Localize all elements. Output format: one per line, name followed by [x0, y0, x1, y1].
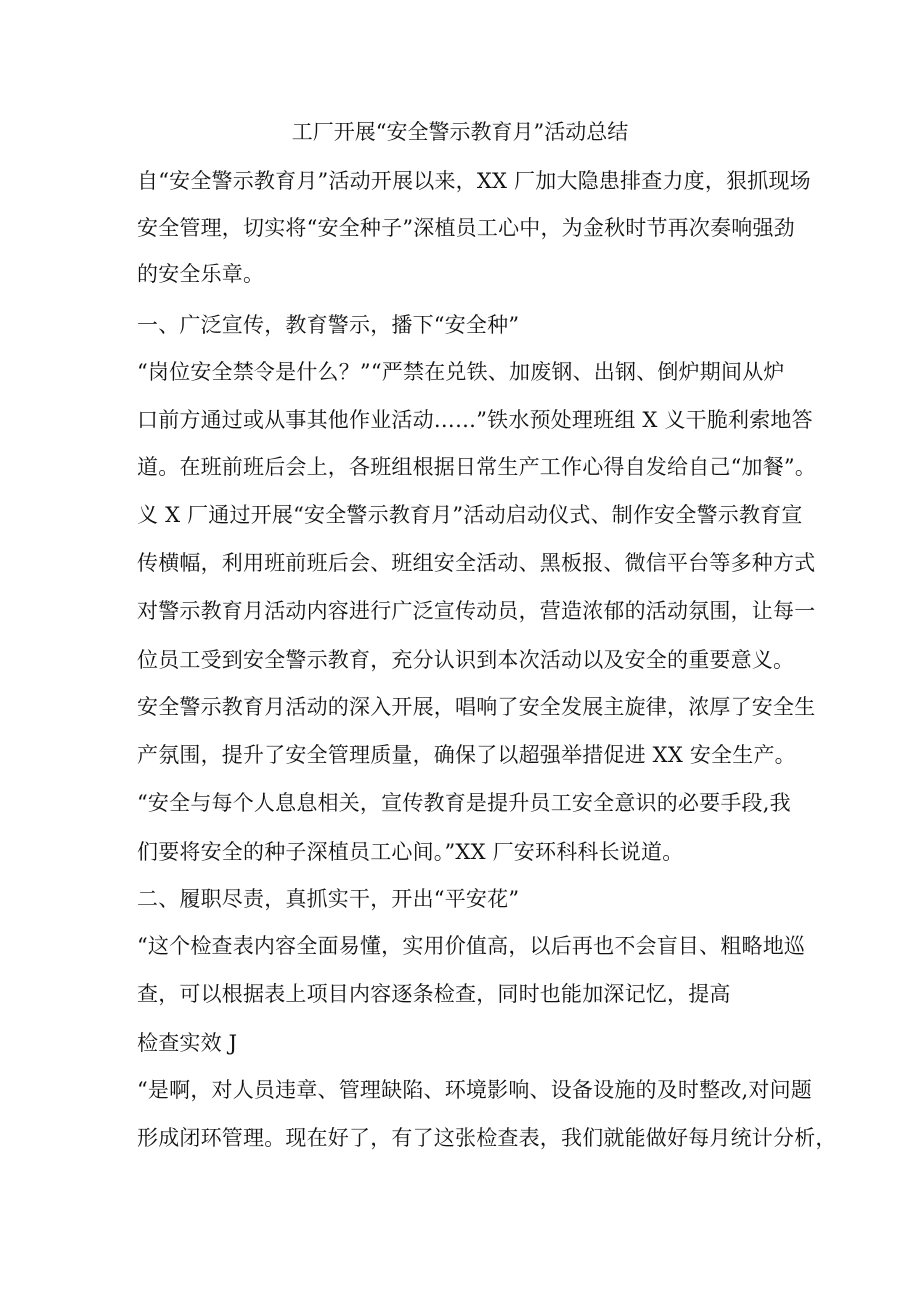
- body-line: 们要将安全的种子深植员工心间。”XX 厂安环科科长说道。: [137, 840, 684, 864]
- body-line: 自“安全警示教育月”活动开展以来，XX 厂加大隐患排查力度，狠抓现场: [137, 169, 811, 193]
- body-line: 义 X 厂通过开展“安全警示教育月”活动启动仪式、制作安全警示教育宣: [137, 503, 803, 527]
- body-line: “这个检查表内容全面易懂，实用价值高，以后再也不会盲目、粗略地巡: [137, 934, 806, 958]
- body-line: 产氛围，提升了安全管理质量，确保了以超强举措促进 XX 安全生产。: [137, 743, 796, 767]
- body-line: 的安全乐章。: [137, 262, 265, 286]
- body-line: “是啊，对人员违章、管理缺陷、环境影响、设备设施的及时整改,对问题: [137, 1078, 813, 1102]
- body-line: 形成闭环管理。现在好了，有了这张检查表，我们就能做好每月统计分析，: [137, 1126, 837, 1150]
- body-line: “安全与每个人息息相关，宣传教育是提升员工安全意识的必要手段,我: [137, 791, 791, 815]
- body-line: 位员工受到安全警示教育，充分认识到本次活动以及安全的重要意义。: [137, 648, 795, 672]
- body-line: 道。在班前班后会上，各班组根据日常生产工作心得自发给自己“加餐”。: [137, 455, 817, 479]
- body-line: 安全警示教育月活动的深入开展，唱响了安全发展主旋律，浓厚了安全生: [137, 695, 816, 719]
- section-heading: 二、履职尽责，真抓实干，开出“平安花”: [137, 887, 520, 911]
- body-line: 查，可以根据表上项目内容逐条检查，同时也能加深记忆，提高: [137, 982, 731, 1006]
- body-line: 对警示教育月活动内容进行广泛宣传动员，营造浓郁的活动氛围，让每一: [137, 599, 816, 623]
- body-line: 口前方通过或从事其他作业活动……”铁水预处理班组 X 义干脆利索地答: [137, 408, 813, 432]
- body-line: 传横幅，利用班前班后会、班组安全活动、黑板报、微信平台等多种方式: [137, 551, 816, 575]
- body-line: “岗位安全禁令是什么？”“严禁在兑铁、加废钢、出钢、倒炉期间从炉: [137, 360, 785, 384]
- body-line: 安全管理，切实将“安全种子”深植员工心中，为金秋时节再次奏响强劲: [137, 216, 795, 240]
- section-heading: 一、广泛宣传，教育警示，播下“安全种”: [137, 313, 520, 337]
- document-title: 工厂开展“安全警示教育月”活动总结: [291, 120, 629, 144]
- body-line: 检查实效 J: [137, 1031, 238, 1055]
